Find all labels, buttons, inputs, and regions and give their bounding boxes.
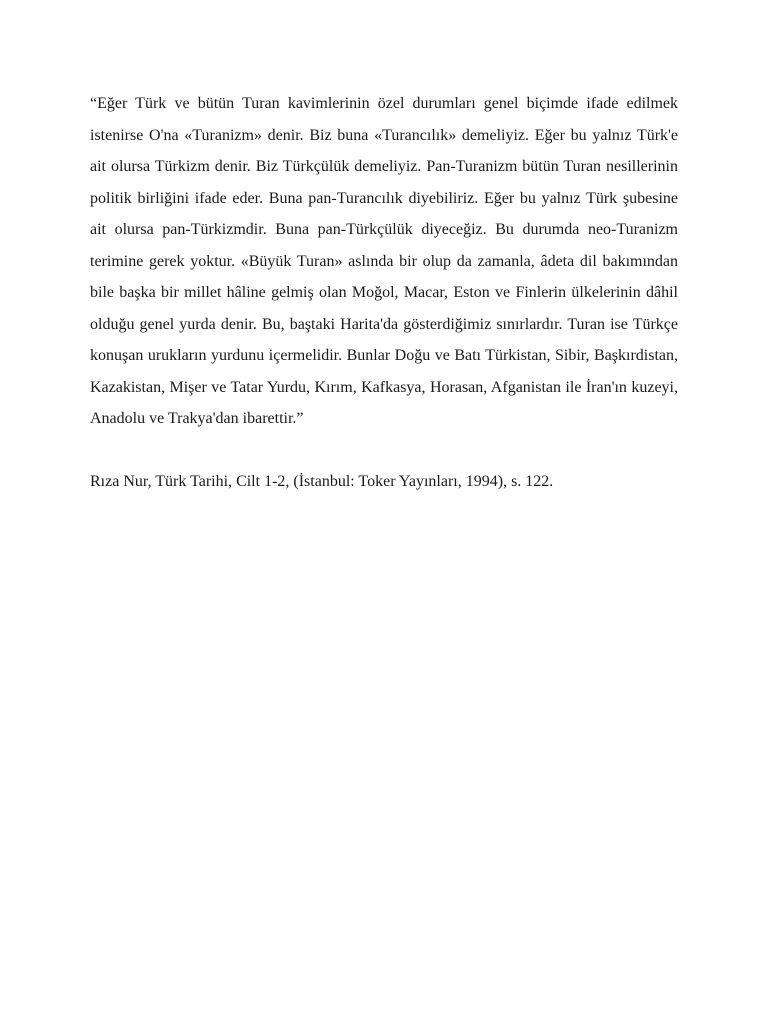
quote-paragraph: “Eğer Türk ve bütün Turan kavimlerinin özel durumları genel biçimde ifade edilmek istenirse O'na «Turanizm» denir. Biz buna «Turancılık» demeliyiz. Eğer bu yalnız Türk'e ait olursa Türkizm denir. Biz Türkçülük demeliyiz. Pan-Turanizm bütün Turan nesillerinin politik birliğini ifade eder. Buna pan-Turancılık diyebiliriz. Eğer bu yalnız Türk şubesine ait olursa pan-Türkizmdir. Buna pan-Türkçülük diyeceğiz. Bu durumda neo-Turanizm terimine gerek yoktur. «Büyük Turan» aslında bir olup da zamanla, âdeta dil bakımından bile başka bir millet hâline gelmiş olan Moğol, Macar, Eston ve Finlerin ülkelerinin dâhil olduğu genel yurda denir. Bu, baştaki Harita'da gösterdiğimiz sınırlardır. Turan ise Türkçe konuşan urukların yurdunu içermelidir. Bunlar Doğu ve Batı Türkistan, Sibir, Başkırdistan, Kazakistan, Mişer ve Tatar Yurdu, Kırım, Kafkasya, Horasan, Afganistan ile İran'ın kuzeyi, Anadolu ve Trakya'dan ibarettir.”	[90, 95, 678, 427]
citation-paragraph: Rıza Nur, Türk Tarihi, Cilt 1-2, (İstanbul: Toker Yayınları, 1994), s. 122.	[90, 472, 554, 490]
document-page	[90, 88, 678, 497]
